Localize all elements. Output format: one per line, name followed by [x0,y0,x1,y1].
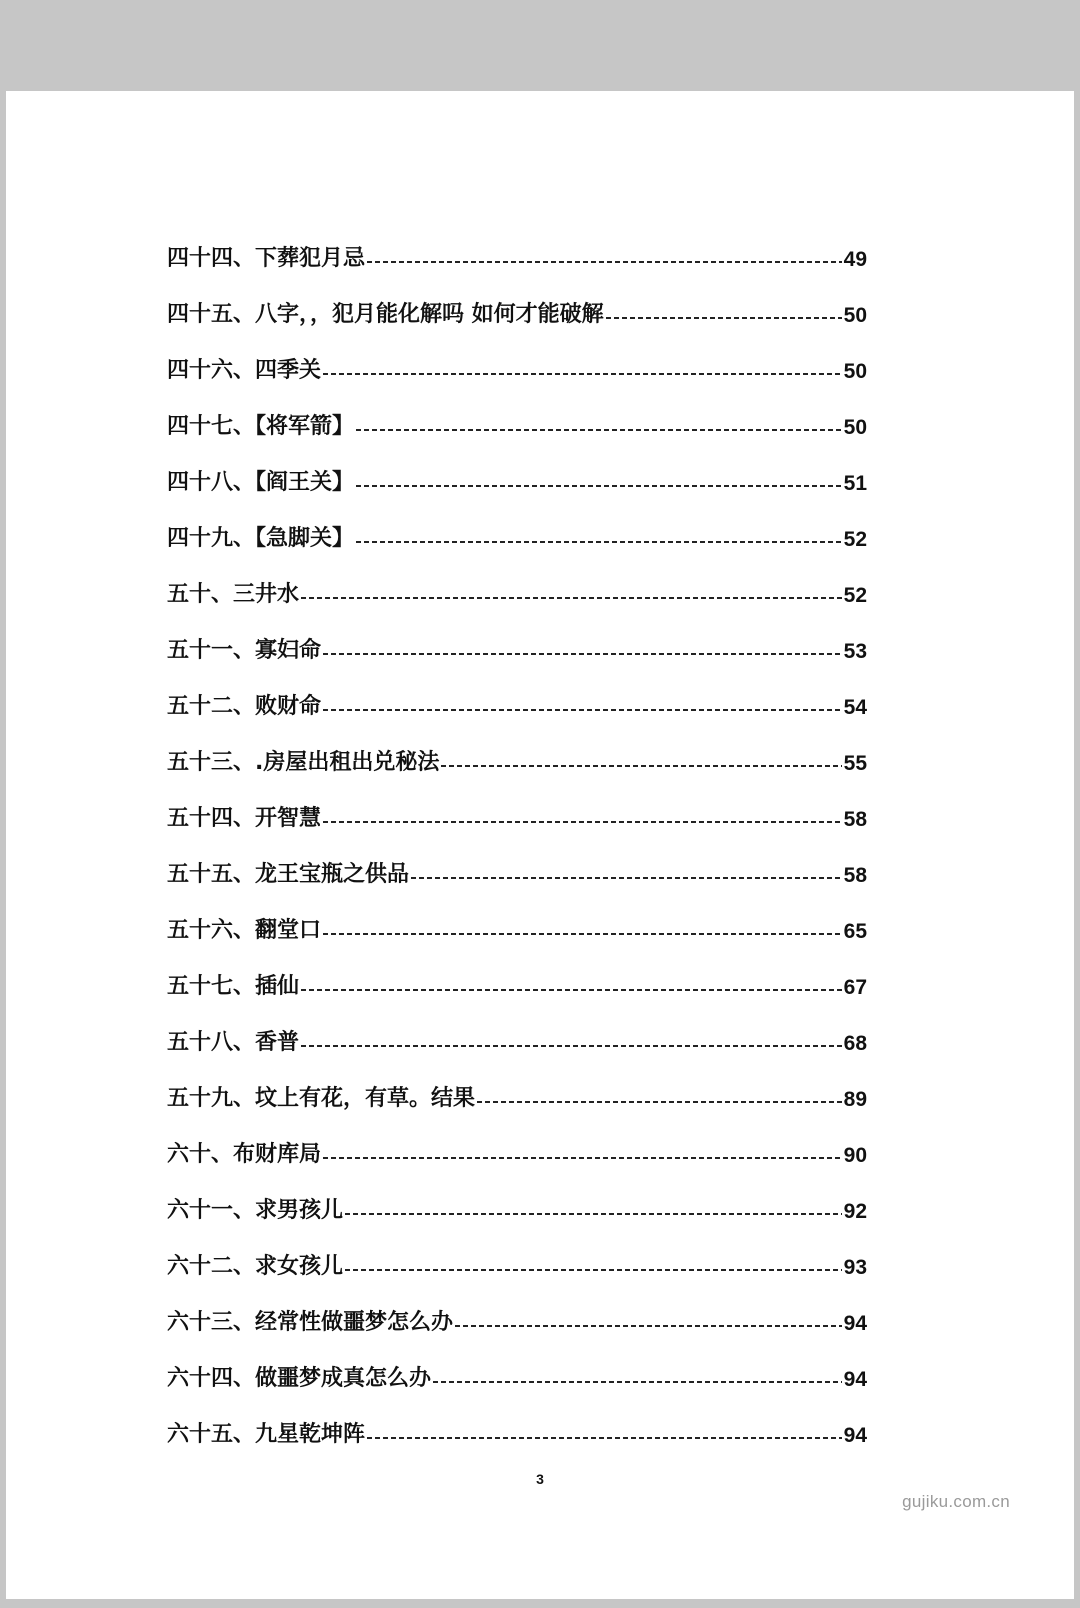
toc-entry-title: 四十八、【阎王关】 [167,470,355,495]
toc-entry-page: 65 [843,919,867,943]
toc-entry-title: 五十七、插仙 [167,974,300,999]
page-number: 3 [536,1471,544,1487]
dot-leader [606,317,842,319]
toc-entry-title: 六十五、九星乾坤阵 [167,1422,366,1447]
toc-entry-page: 94 [843,1311,867,1335]
toc-entry[interactable] [167,1407,867,1463]
watermark: gujiku.com.cn [902,1492,1010,1511]
dot-leader [477,1101,842,1103]
toc-entry[interactable] [167,735,867,791]
dot-leader [301,989,842,991]
toc-entry-page: 52 [843,527,867,551]
toc-entry-page: 94 [843,1367,867,1391]
toc-entry-title: 五十五、龙王宝瓶之供品 [167,862,410,887]
dot-leader [323,1157,842,1159]
dot-leader [367,1437,842,1439]
toc-entry[interactable] [167,903,867,959]
toc-entry[interactable] [167,399,867,455]
toc-entry-title: 六十四、做噩梦成真怎么办 [167,1366,432,1391]
dot-leader [411,877,842,879]
toc-entry[interactable] [167,623,867,679]
dot-leader [356,429,842,431]
toc-entry-page: 50 [843,415,867,439]
toc-entry-title: 六十、布财库局 [167,1142,322,1167]
toc-entry-title: 四十九、【急脚关】 [167,526,355,551]
toc-entry[interactable] [167,1071,867,1127]
toc-entry-page: 54 [843,695,867,719]
toc-entry-title: 四十四、下葬犯月忌 [167,246,366,271]
table-of-contents [167,231,867,1463]
toc-entry[interactable] [167,567,867,623]
dot-leader [441,765,841,767]
dot-leader [323,933,842,935]
dot-leader [356,541,842,543]
toc-entry[interactable] [167,343,867,399]
toc-entry-page: 58 [843,807,867,831]
toc-entry[interactable] [167,1351,867,1407]
dot-leader [323,821,842,823]
toc-entry-page: 50 [843,359,867,383]
toc-entry-title: 六十一、求男孩儿 [167,1198,344,1223]
toc-entry-page: 89 [843,1087,867,1111]
dot-leader [345,1213,842,1215]
toc-entry-title: 五十二、败财命 [167,694,322,719]
toc-entry[interactable] [167,959,867,1015]
dot-leader [367,261,842,263]
toc-entry[interactable] [167,1183,867,1239]
toc-entry-title: 五十一、寡妇命 [167,638,322,663]
toc-entry[interactable] [167,1295,867,1351]
toc-entry-title: 五十六、翻堂口 [167,918,322,943]
toc-entry[interactable] [167,511,867,567]
toc-entry[interactable] [167,679,867,735]
toc-entry-page: 94 [843,1423,867,1447]
dot-leader [345,1269,842,1271]
toc-entry-page: 67 [843,975,867,999]
dot-leader [455,1325,842,1327]
dot-leader [323,709,842,711]
toc-entry[interactable] [167,455,867,511]
toc-entry[interactable] [167,1239,867,1295]
toc-entry-page: 90 [843,1143,867,1167]
toc-entry-page: 58 [843,863,867,887]
toc-entry-page: 68 [843,1031,867,1055]
toc-entry-title: 六十二、求女孩儿 [167,1254,344,1279]
toc-entry-title: 五十、三井水 [167,582,300,607]
dot-leader [433,1381,842,1383]
toc-entry-page: 51 [843,471,867,495]
dot-leader [301,597,842,599]
toc-entry-page: 55 [843,751,867,775]
dot-leader [356,485,842,487]
toc-entry-title: 四十七、【将军箭】 [167,414,355,439]
toc-entry-title: 五十九、坟上有花，有草。结果 [167,1086,476,1111]
dot-leader [323,653,842,655]
toc-entry-title: 六十三、经常性做噩梦怎么办 [167,1310,454,1335]
document-page [6,91,1074,1599]
toc-entry[interactable] [167,791,867,847]
toc-entry-page: 49 [843,247,867,271]
toc-entry-page: 50 [843,303,867,327]
toc-entry[interactable] [167,1015,867,1071]
toc-entry[interactable] [167,1127,867,1183]
toc-entry-page: 92 [843,1199,867,1223]
toc-entry[interactable] [167,847,867,903]
toc-entry-page: 52 [843,583,867,607]
toc-entry-title: 四十五、八字，，犯月能化解吗 如何才能破解 [167,302,604,327]
toc-entry-page: 93 [843,1255,867,1279]
toc-entry-title: 五十八、香普 [167,1030,300,1055]
dot-leader [323,373,842,375]
toc-entry-page: 53 [843,639,867,663]
toc-entry-title: 四十六、四季关 [167,358,322,383]
toc-entry[interactable] [167,231,867,287]
toc-entry[interactable] [167,287,867,343]
toc-entry-title: 五十三、.房屋出租出兑秘法 [167,750,440,775]
toc-entry-title: 五十四、开智慧 [167,806,322,831]
dot-leader [301,1045,842,1047]
